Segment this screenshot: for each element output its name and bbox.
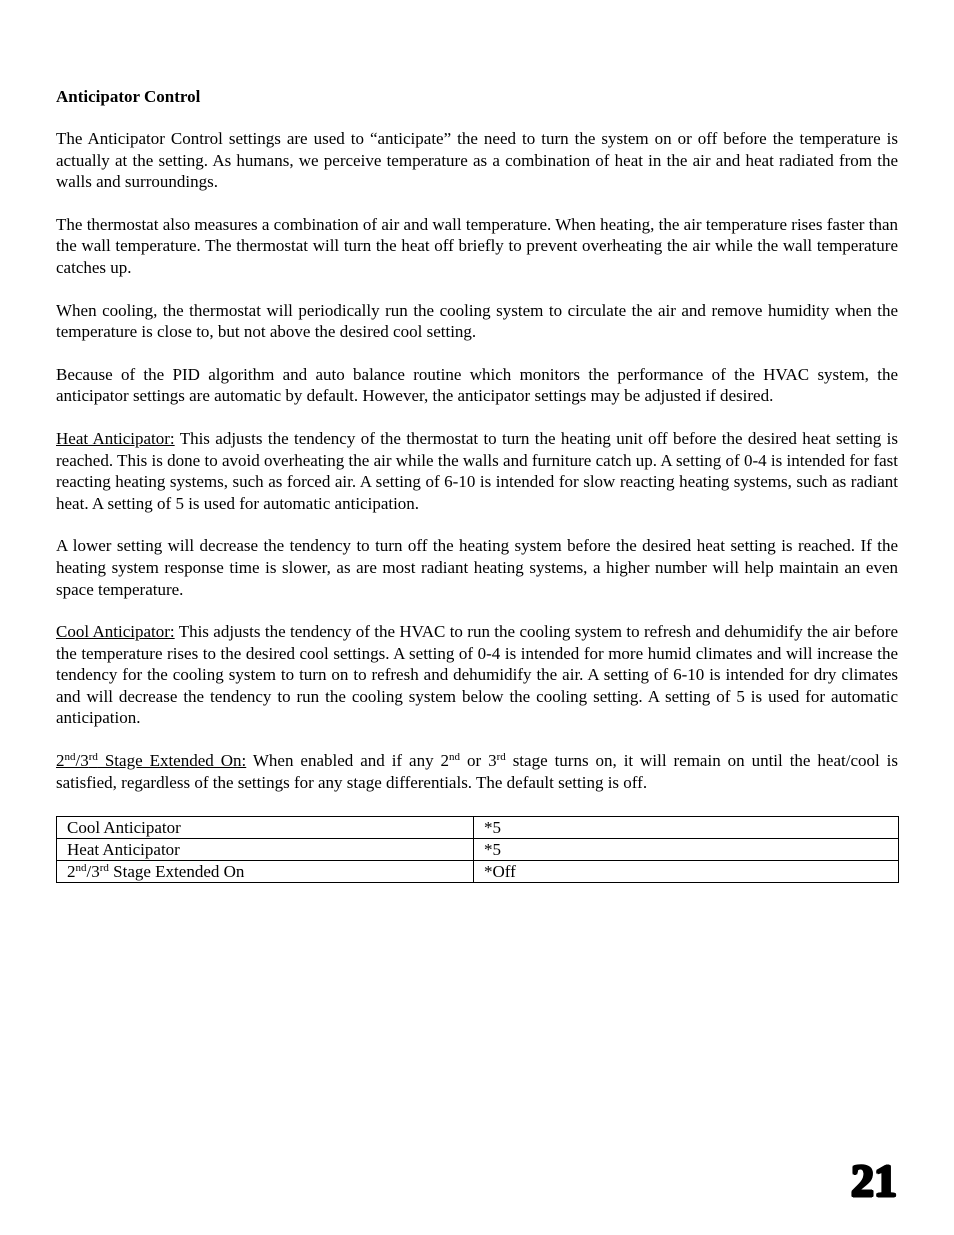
stage-text-a: When enabled and if any 2 <box>246 751 450 771</box>
heat-anticipator-term: Heat Anticipator: <box>56 428 175 448</box>
cool-anticipator-text: This adjusts the tendency of the HVAC to run the cooling system to refresh and dehumidify the air before the temperature rises to the desired cool settings. A setting of 0-4 is intended for more humid climates and will increase the tendency for the cooling system to turn on to refresh and dehumidify the air. A setting of 6-10 is intended for dry climates and will decrease the tendency to run the cooling system below the cooling setting. A setting of 5 is used for automatic anticipation. <box>56 622 898 728</box>
setting-label <box>57 861 474 883</box>
section-heading: Anticipator Control <box>56 87 201 106</box>
cool-anticipator-term: Cool Anticipator: <box>56 622 175 642</box>
stage-term-slash: /3 <box>75 751 89 771</box>
stage-term-sup-rd: rd <box>88 751 98 764</box>
heat-anticipator-text: This adjusts the tendency of the thermostat to turn the heating unit off before the desired heat setting is reached. This is done to avoid overheating the air while the walls and furniture catch up. A setting of 0-4 is intended for fast reacting heating systems, such as forced air. A setting of 6-10 is intended for slow reacting heating systems, such as radiant heat. A setting of 5 is used for automatic anticipation. <box>56 428 898 513</box>
table-row <box>57 817 899 839</box>
setting-label: Heat Anticipator <box>57 839 474 861</box>
page-number <box>851 1156 897 1206</box>
setting-label-slash: /3 <box>86 862 100 881</box>
stage-text-sup-nd: nd <box>449 751 461 764</box>
setting-value: *5 <box>473 839 898 861</box>
stage-text-c: stage turns on, it will remain on until the heat/cool is satisfied, regardless of the settings for any stage differentials. The default setting is off. <box>56 751 899 792</box>
table-row <box>57 839 899 861</box>
setting-label: Cool Anticipator <box>57 817 474 839</box>
paragraph-heat-followup: A lower setting will decrease the tendency to turn off the heating system before the desired heat setting is reached. If the heating system response time is slower, as are most radiant heating systems, a higher number will help maintain an even space temperature. <box>56 536 898 599</box>
setting-value: *Off <box>473 861 898 883</box>
stage-term-rest: Stage Extended On: <box>97 751 247 771</box>
paragraph-pid: Because of the PID algorithm and auto balance routine which monitors the performance of the HVAC system, the anticipator settings are automatic by default. However, the anticipator settings may be adjusted if desired. <box>56 364 898 406</box>
setting-value: *5 <box>473 817 898 839</box>
settings-table <box>56 816 899 883</box>
table-row <box>57 861 899 883</box>
paragraph-cool-anticipator <box>56 621 898 729</box>
document-body <box>56 86 898 814</box>
paragraph-cooling: When cooling, the thermostat will periodically run the cooling system to circulate the air and remove humidity when the temperature is close to, but not above the desired cool setting. <box>56 300 898 342</box>
paragraph-heat-anticipator <box>56 428 898 514</box>
stage-extended-term <box>56 751 246 770</box>
paragraph-air-wall: The thermostat also measures a combination of air and wall temperature. When heating, the air temperature rises faster than the wall temperature. The thermostat will turn the heat off briefly to prevent overheating the air while the wall temperature catches up. <box>56 214 898 277</box>
stage-term-sup-nd: nd <box>64 751 76 764</box>
stage-text-sup-rd: rd <box>496 751 506 764</box>
paragraph-stage-extended <box>56 750 898 793</box>
setting-label-rest: Stage Extended On <box>108 862 245 881</box>
stage-term-num: 2 <box>56 751 65 771</box>
page-number-text: 21 <box>851 1155 897 1206</box>
setting-label-sup-rd: rd <box>99 862 109 874</box>
setting-label-num: 2 <box>67 862 76 881</box>
stage-text-b: or 3 <box>460 751 497 771</box>
setting-label-sup-nd: nd <box>75 862 87 874</box>
paragraph-intro: The Anticipator Control settings are used to “anticipate” the need to turn the system on or off before the temperature is actually at the setting. As humans, we perceive temperature as a combination of heat in the air and heat radiated from the walls and surroundings. <box>56 129 898 192</box>
